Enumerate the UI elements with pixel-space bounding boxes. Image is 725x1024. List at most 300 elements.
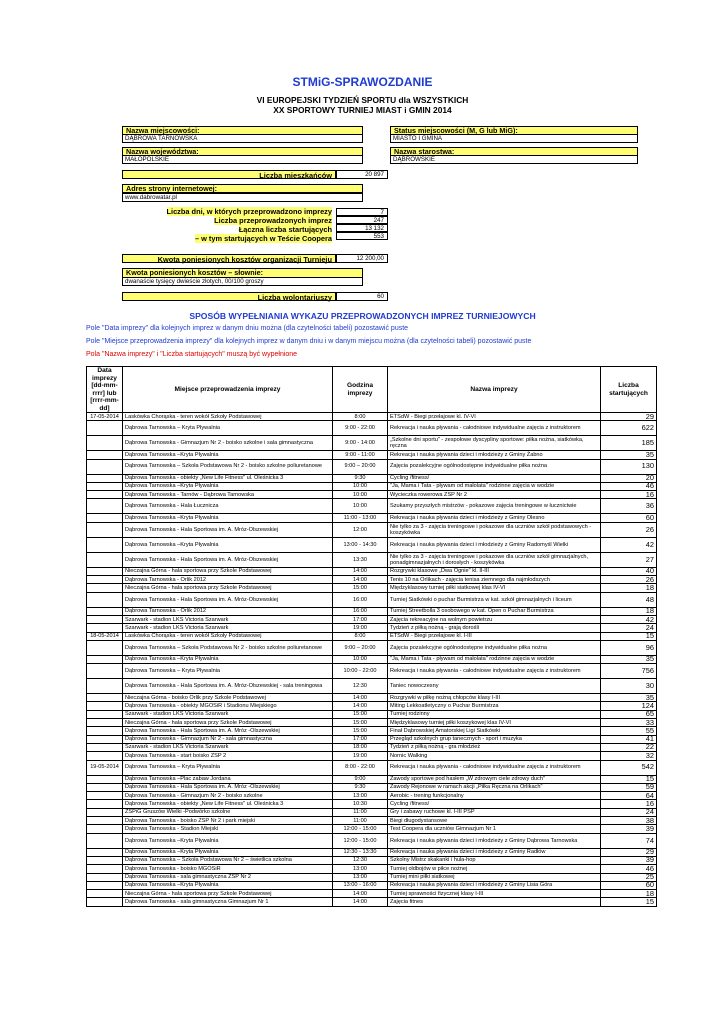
city-label: Nazwa miejscowości:: [122, 126, 363, 135]
cell-participants[interactable]: 15: [601, 775, 657, 783]
days-field[interactable]: 7: [336, 208, 388, 216]
cell-date[interactable]: [87, 552, 123, 567]
cell-date[interactable]: [87, 592, 123, 607]
cell-time[interactable]: 12:00 - 15:00: [333, 825, 388, 833]
participants-label: Łączna liczba startujących: [238, 225, 332, 234]
cell-time[interactable]: 8:00 - 22:00: [333, 760, 388, 775]
cell-event[interactable]: Rekreacja i nauka pływania - całodniowe indywidualne zajęcia z instruktorem: [388, 664, 601, 679]
cell-participants[interactable]: 29: [601, 848, 657, 856]
cell-event[interactable]: Rekreacja i nauka pływania dzieci i młodzieży z Gminy Radłów: [388, 848, 601, 856]
cell-event[interactable]: Międzyklasowy turniej piłki siatkowej klas IV-VI: [388, 584, 601, 592]
column-header-time: Godzina imprezy: [333, 367, 388, 413]
cell-time[interactable]: 14:00: [333, 576, 388, 584]
cell-participants[interactable]: 30: [601, 679, 657, 694]
cell-date[interactable]: [87, 881, 123, 889]
cell-participants[interactable]: 26: [601, 576, 657, 584]
table-row: [87, 482, 657, 490]
report-subtitle-2: XX SPORTOWY TURNIEJ MIAST i GMIN 2014: [273, 105, 452, 115]
cell-time[interactable]: 9:00 – 20:00: [333, 640, 388, 655]
cell-date[interactable]: [87, 459, 123, 474]
cell-participants[interactable]: 15: [601, 632, 657, 640]
cell-participants[interactable]: 48: [601, 592, 657, 607]
population-field[interactable]: 20 897: [336, 170, 388, 179]
cell-participants[interactable]: 74: [601, 833, 657, 848]
cell-time[interactable]: 16:00: [333, 607, 388, 615]
cell-event[interactable]: ETSdW - Biegi przełajowe kl. I-III: [388, 632, 601, 640]
cell-date[interactable]: [87, 817, 123, 825]
cell-place[interactable]: Dąbrowa Tarnowska –Kryta Pływalnia: [123, 451, 333, 459]
status-field[interactable]: MIASTO I GMINA: [390, 134, 638, 143]
cell-participants[interactable]: 35: [601, 451, 657, 459]
cell-time[interactable]: 11:00: [333, 808, 388, 816]
column-header-participants: Liczba startujących: [601, 367, 657, 413]
cell-event[interactable]: Cycling /fitness/: [388, 474, 601, 482]
cell-place[interactable]: Dąbrowa Tarnowska –Kryta Pływalnia: [123, 655, 333, 663]
cell-date[interactable]: [87, 694, 123, 702]
cell-time[interactable]: 11:00: [333, 817, 388, 825]
cell-event[interactable]: Rozgrywki klasowe „Dwa Ognie" kl. II-III: [388, 567, 601, 575]
table-row: [87, 752, 657, 760]
cell-place[interactable]: Dąbrowa Tarnowska - Gimnazjum Nr 2 - sala gimnastyczna: [123, 735, 333, 743]
cell-place[interactable]: Dąbrowa Tarnowska - Hala Sportowa im. A. Mróz-Olszewskiej: [123, 592, 333, 607]
table-row: [87, 808, 657, 816]
cell-time[interactable]: 18:00: [333, 743, 388, 751]
cell-place[interactable]: Laskówka Chorąska - teren wokół Szkoły Podstawowej: [123, 413, 333, 421]
table-row: [87, 833, 657, 848]
cell-participants[interactable]: 27: [601, 552, 657, 567]
cell-date[interactable]: [87, 735, 123, 743]
cell-participants[interactable]: 756: [601, 664, 657, 679]
table-row: [87, 584, 657, 592]
instructions-heading: SPOSÓB WYPEŁNIANIA WYKAZU PRZEPROWADZONYCH IMPREZ TURNIEJOWYCH: [189, 311, 536, 321]
cell-participants[interactable]: 60: [601, 881, 657, 889]
cell-date[interactable]: [87, 537, 123, 552]
cell-date[interactable]: 19-05-2014: [87, 760, 123, 775]
cooper-label: – w tym startujących w Teście Coopera: [194, 234, 332, 243]
cell-event[interactable]: Zajęcia pozalekcyjne ogólnodostępne indywidualne piłka nożna: [388, 459, 601, 474]
cell-participants[interactable]: 36: [601, 499, 657, 514]
cell-date[interactable]: [87, 474, 123, 482]
cell-event[interactable]: Nornic Walking: [388, 752, 601, 760]
table-row: [87, 522, 657, 537]
cell-place[interactable]: Dąbrowa Tarnowska –Kryta Pływalnia: [123, 514, 333, 522]
events-field[interactable]: 247: [336, 216, 388, 224]
cell-place[interactable]: Dąbrowa Tarnowska - Gimnazjum Nr 2 - boisko szkolne: [123, 792, 333, 800]
voivodeship-field[interactable]: MAŁOPOLSKIE: [122, 155, 363, 164]
cell-participants[interactable]: 22: [601, 743, 657, 751]
cell-place[interactable]: ZSPiG Gruszów Wielki -Podwórko szkolne: [123, 808, 333, 816]
cell-place[interactable]: Szarwark - stadion LKS Victoria Szarwark: [123, 743, 333, 751]
table-row: [87, 664, 657, 679]
cell-event[interactable]: Rekreacja i nauka pływania dzieci i młodzieży z Gminy Lisia Góra: [388, 881, 601, 889]
column-header-event: Nazwa imprezy: [388, 367, 601, 413]
cell-time[interactable]: 9:00: [333, 775, 388, 783]
cell-date[interactable]: [87, 607, 123, 615]
cell-date[interactable]: [87, 710, 123, 718]
website-label: Adres strony internetowej:: [122, 184, 363, 193]
cell-place[interactable]: Dąbrowa Tarnowska - Hala Sportowa im. A. Mróz-Olszewskiej: [123, 552, 333, 567]
cell-time[interactable]: 17:00: [333, 615, 388, 623]
cell-date[interactable]: [87, 719, 123, 727]
cell-date[interactable]: [87, 873, 123, 881]
cell-date[interactable]: [87, 848, 123, 856]
cell-place[interactable]: Dąbrowa Tarnowska - Gimnazjum Nr 2 - boisko szkolne i sala gimnastyczna: [123, 436, 333, 451]
cell-participants[interactable]: 38: [601, 817, 657, 825]
cell-participants[interactable]: 622: [601, 421, 657, 436]
cell-place[interactable]: Dąbrowa Tarnowska - Hala Sportowa im. A. Mróz -Olszewskiej: [123, 783, 333, 791]
participants-field[interactable]: 13 132: [336, 224, 388, 232]
cell-event[interactable]: Turniej mini piłki siatkowej: [388, 873, 601, 881]
table-row: [87, 451, 657, 459]
table-row: [87, 817, 657, 825]
cell-event[interactable]: Przegląd szkolnych grup tanecznych - sport i muzyka: [388, 735, 601, 743]
cell-time[interactable]: 15:00: [333, 719, 388, 727]
cell-participants[interactable]: 96: [601, 640, 657, 655]
cell-event[interactable]: Finał Dąbrowskiej Amatorskiej Ligi Siatkówki: [388, 727, 601, 735]
cell-time[interactable]: 13:00: [333, 792, 388, 800]
cell-event[interactable]: Turniej rodzinny: [388, 710, 601, 718]
cell-time[interactable]: 9:00 - 11:00: [333, 451, 388, 459]
cell-date[interactable]: [87, 856, 123, 864]
cell-date[interactable]: [87, 890, 123, 898]
cell-participants[interactable]: 42: [601, 537, 657, 552]
cell-date[interactable]: [87, 615, 123, 623]
table-row: [87, 491, 657, 499]
cell-participants[interactable]: 20: [601, 474, 657, 482]
report-subtitle-1: VI EUROPEJSKI TYDZIEŃ SPORTU dla WSZYSTKICH: [256, 95, 469, 105]
cell-event[interactable]: Aerobic - trening funkcjonalny: [388, 792, 601, 800]
cell-event[interactable]: Szkolny Mistrz skakanki i hula-hop: [388, 856, 601, 864]
cost-field[interactable]: 12 200,00: [336, 254, 388, 263]
cell-date[interactable]: [87, 421, 123, 436]
cell-place[interactable]: Dąbrowa Tarnowska - Hala Łucznicza: [123, 499, 333, 514]
cell-date[interactable]: [87, 808, 123, 816]
table-row: [87, 624, 657, 632]
cell-event[interactable]: ETSdW - Biegi przełajowe kl. IV-VI: [388, 413, 601, 421]
cell-time[interactable]: 16:00: [333, 592, 388, 607]
cell-time[interactable]: 10:00: [333, 655, 388, 663]
table-row: [87, 499, 657, 514]
cell-event[interactable]: Zajęcia pozalekcyjne ogólnodostępne indywidualne piłka nożna: [388, 640, 601, 655]
cell-place[interactable]: Dąbrowa Tarnowska –Plac zabaw Jordana: [123, 775, 333, 783]
cell-time[interactable]: 12:30: [333, 679, 388, 694]
cell-participants[interactable]: 26: [601, 522, 657, 537]
instruction-note-2: Pole "Miejsce przeprowadzenia imprezy" dla kolejnych imprez w danym dniu i w danym miejscu można (dla czytelności tabeli) pozostawić puste: [86, 338, 532, 345]
cell-event[interactable]: Test Coopera dla uczniów Gimnazjum Nr 1: [388, 825, 601, 833]
cell-place[interactable]: Dąbrowa Tarnowska – Kryta Pływalnia: [123, 664, 333, 679]
cell-time[interactable]: 14:00: [333, 890, 388, 898]
cell-time[interactable]: 12:00 - 15:00: [333, 833, 388, 848]
cell-event[interactable]: Zawody sportowe pod hasłem „W zdrowym ciele zdrowy duch": [388, 775, 601, 783]
cell-date[interactable]: [87, 576, 123, 584]
instruction-note-1: Pole "Data imprezy" dla kolejnych imprez w danym dniu można (dla czytelności tabeli) pozostawić puste: [86, 325, 409, 332]
table-row: [87, 898, 657, 906]
cell-date[interactable]: 18-05-2014: [87, 632, 123, 640]
cell-place[interactable]: Dąbrowa Tarnowska - sala gimnastyczna ZSP Nr 2: [123, 873, 333, 881]
cell-participants[interactable]: 18: [601, 890, 657, 898]
cost-words-field[interactable]: dwanaście tysięcy dwieście złotych, 00/100 groszy: [122, 277, 363, 286]
cell-place[interactable]: Nieczajna Górna - boisko Orlik przy Szkole Podstawowej: [123, 694, 333, 702]
cell-participants[interactable]: 18: [601, 607, 657, 615]
cell-place[interactable]: Dąbrowa Tarnowska - Hala Sportowa im. A. Mróz-Olszewskiej - sala treningowa: [123, 679, 333, 694]
cell-date[interactable]: [87, 491, 123, 499]
cell-event[interactable]: Turniej oldbojów w piłce nożnej: [388, 865, 601, 873]
cell-participants[interactable]: 18: [601, 584, 657, 592]
cell-participants[interactable]: 24: [601, 808, 657, 816]
cell-place[interactable]: Nieczajna Górna - hala sportowa przy Szkole Podstawowej: [123, 890, 333, 898]
cell-participants[interactable]: 55: [601, 727, 657, 735]
cell-date[interactable]: [87, 584, 123, 592]
city-field[interactable]: DĄBROWA TARNOWSKA: [122, 134, 363, 143]
cell-time[interactable]: 8:00: [333, 413, 388, 421]
cell-time[interactable]: 9:00 – 20:00: [333, 459, 388, 474]
cell-event[interactable]: Tenis 10 na Orlikach - zajęcia tenisa ziemnego dla najmłodszych: [388, 576, 601, 584]
cell-event[interactable]: Biegi długodystansowe: [388, 817, 601, 825]
cell-event[interactable]: Szukamy przyszłych mistrzów - pokazowe zajęcia treningowe w łucznictwie: [388, 499, 601, 514]
cell-date[interactable]: [87, 640, 123, 655]
cell-time[interactable]: 15:00: [333, 584, 388, 592]
cell-place[interactable]: Dąbrowa Tarnowska - Hala Sportowa im. A. Mróz -Olszewskiej: [123, 727, 333, 735]
cell-time[interactable]: 13:00: [333, 873, 388, 881]
cell-date[interactable]: [87, 514, 123, 522]
cell-place[interactable]: Nieczajna Górna - hala sportowa przy Szkole Podstawowej: [123, 719, 333, 727]
cell-time[interactable]: 13:00 - 16:00: [333, 881, 388, 889]
cell-place[interactable]: Dąbrowa Tarnowska - obiekty „New Life Fitness" ul. Oleśnicka 3: [123, 800, 333, 808]
cell-date[interactable]: [87, 775, 123, 783]
cell-event[interactable]: Zajęcia rekreacyjne na wolnym powietrzu: [388, 615, 601, 623]
cell-date[interactable]: [87, 783, 123, 791]
cell-date[interactable]: [87, 800, 123, 808]
cell-place[interactable]: Dąbrowa Tarnowska - obiekty „New Life Fitness" ul. Oleśnicka 3: [123, 474, 333, 482]
cell-participants[interactable]: 16: [601, 491, 657, 499]
events-label: Liczba przeprowadzonych imprez: [214, 216, 332, 225]
cell-date[interactable]: [87, 727, 123, 735]
cell-event[interactable]: Rekreacja i nauka pływania dzieci i młodzieży z Gminy Dąbrowa Tarnowska: [388, 833, 601, 848]
cell-date[interactable]: [87, 655, 123, 663]
cell-place[interactable]: Dąbrowa Tarnowska - Stadion Miejski: [123, 825, 333, 833]
cell-participants[interactable]: 60: [601, 514, 657, 522]
cell-time[interactable]: 14:00: [333, 898, 388, 906]
cell-place[interactable]: Dąbrowa Tarnowska - start boisko ZSP 2: [123, 752, 333, 760]
cell-event[interactable]: Gry i zabawy ruchowe kl. I-III PSP: [388, 808, 601, 816]
cell-participants[interactable]: 130: [601, 459, 657, 474]
cell-date[interactable]: [87, 898, 123, 906]
cell-date[interactable]: [87, 702, 123, 710]
cell-participants[interactable]: 29: [601, 413, 657, 421]
cell-date[interactable]: [87, 499, 123, 514]
table-row: [87, 848, 657, 856]
cell-place[interactable]: Dąbrowa Tarnowska - sala gimnastyczna Gimnazjum Nr 1: [123, 898, 333, 906]
cell-date[interactable]: [87, 567, 123, 575]
cell-time[interactable]: 15:00: [333, 710, 388, 718]
website-field[interactable]: www.dabrowatar.pl: [122, 193, 363, 202]
cell-date[interactable]: [87, 825, 123, 833]
table-row: [87, 873, 657, 881]
cell-event[interactable]: Rekreacja i nauka pływania - całodniowe indywidualne zajęcia z instruktorem: [388, 421, 601, 436]
cooper-field[interactable]: 553: [336, 232, 388, 240]
cell-time[interactable]: 9:00 - 22:00: [333, 421, 388, 436]
cell-time[interactable]: 9:00 - 14:00: [333, 436, 388, 451]
cell-participants[interactable]: 46: [601, 865, 657, 873]
cell-date[interactable]: [87, 664, 123, 679]
cell-participants[interactable]: 59: [601, 783, 657, 791]
cell-place[interactable]: Szarwark - stadion LKS Victoria Szarwark: [123, 624, 333, 632]
cell-date[interactable]: [87, 482, 123, 490]
cell-time[interactable]: 11:00 - 13:00: [333, 514, 388, 522]
cell-event[interactable]: Międzyklasowy turniej piłki koszykowej klas IV-VI: [388, 719, 601, 727]
cell-participants[interactable]: 64: [601, 792, 657, 800]
cell-participants[interactable]: 35: [601, 655, 657, 663]
table-row: [87, 702, 657, 710]
cell-participants[interactable]: 185: [601, 436, 657, 451]
cell-participants[interactable]: 42: [601, 615, 657, 623]
cell-participants[interactable]: 39: [601, 856, 657, 864]
cell-date[interactable]: 17-05-2014: [87, 413, 123, 421]
cell-time[interactable]: 8:00: [333, 632, 388, 640]
cell-time[interactable]: 13:30: [333, 552, 388, 567]
cell-participants[interactable]: 24: [601, 624, 657, 632]
cost-words-label: Kwota poniesionych kosztów – słownie:: [122, 268, 363, 278]
cell-event[interactable]: Rekreacja i nauka pływania dzieci i młodzieży z Gminy Radomyśl Wielki: [388, 537, 601, 552]
cell-time[interactable]: 19:00: [333, 752, 388, 760]
cell-date[interactable]: [87, 865, 123, 873]
cell-place[interactable]: Dąbrowa Tarnowska – Szkoła Podstawowa Nr 2 - boisko szkolne poliuretanowe: [123, 459, 333, 474]
cell-place[interactable]: Dąbrowa Tarnowska – Szkoła Podstawowa Nr 2 - boisko szkolne poliuretanowe: [123, 640, 333, 655]
cell-participants[interactable]: 46: [601, 482, 657, 490]
cell-date[interactable]: [87, 522, 123, 537]
cell-event[interactable]: Zawody Rejonowe w ramach akcji „Piłka Ręczna na Orlikach": [388, 783, 601, 791]
cell-time[interactable]: 9:30: [333, 783, 388, 791]
cell-time[interactable]: 10:00 - 22:00: [333, 664, 388, 679]
cell-place[interactable]: Dąbrowa Tarnowska - boisko MGOSiR: [123, 865, 333, 873]
cell-place[interactable]: Laskówka Chorąska - teren wokół Szkoły Podstawowej: [123, 632, 333, 640]
cell-event[interactable]: Rekreacja i nauka pływania dzieci i młodzieży z Gminy Olesno: [388, 514, 601, 522]
cell-time[interactable]: 10:30: [333, 800, 388, 808]
cell-time[interactable]: 13:00 - 14:30: [333, 537, 388, 552]
cell-event[interactable]: „Szkolne dni sportu" - zespołowe dyscypliny sportowe: piłka nożna, siatkówka, ręczna: [388, 436, 601, 451]
cell-event[interactable]: Turniej Streetbolla 3 osobowego w kat. Open o Puchar Burmistrza: [388, 607, 601, 615]
cell-event[interactable]: Wycieczka rowerowa ZSP Nr 2: [388, 491, 601, 499]
cell-place[interactable]: Dąbrowa Tarnowska –Kryta Pływalnia: [123, 848, 333, 856]
cell-place[interactable]: Dąbrowa Tarnowska –Kryta Pływalnia: [123, 881, 333, 889]
cell-place[interactable]: Dąbrowa Tarnowska - Orlik 2012: [123, 607, 333, 615]
cell-time[interactable]: 17:00: [333, 735, 388, 743]
cell-time[interactable]: 12:00: [333, 522, 388, 537]
volunteers-field[interactable]: 60: [336, 292, 388, 301]
cell-event[interactable]: Nie tylko za 3 - zajęcia treningowe i pokazowe dla uczniów szkół gimnazjalnych, ponadgimnazjalnych i dorosłych - koszykówka: [388, 552, 601, 567]
cell-time[interactable]: 14:00: [333, 567, 388, 575]
cell-event[interactable]: Rozgrywki w piłkę nożną chłopców klasy I-III: [388, 694, 601, 702]
table-row: [87, 592, 657, 607]
cell-date[interactable]: [87, 436, 123, 451]
cell-place[interactable]: Nieczajna Górna - hala sportowa przy Szkole Podstawowej: [123, 567, 333, 575]
cell-event[interactable]: Tydzień z piłką nożną - grają dorośli: [388, 624, 601, 632]
cell-place[interactable]: Dąbrowa Tarnowska - boisko ZSP Nr 2 i park miejski: [123, 817, 333, 825]
cell-participants[interactable]: 39: [601, 825, 657, 833]
cell-place[interactable]: Dąbrowa Tarnowska - Tarnów - Dąbrowa Tarnowska: [123, 491, 333, 499]
cell-participants[interactable]: 124: [601, 702, 657, 710]
starosty-field[interactable]: DĄBROWSKIE: [390, 155, 638, 164]
cell-date[interactable]: [87, 833, 123, 848]
cell-time[interactable]: 12:30: [333, 856, 388, 864]
cell-event[interactable]: Taniec nowoczesny: [388, 679, 601, 694]
cell-participants[interactable]: 32: [601, 752, 657, 760]
cell-place[interactable]: Dąbrowa Tarnowska - Hala Sportowa im. A. Mróz-Olszewskiej: [123, 522, 333, 537]
cell-participants[interactable]: 16: [601, 800, 657, 808]
cell-place[interactable]: Dąbrowa Tarnowska - Orlik 2012: [123, 576, 333, 584]
cell-participants[interactable]: 65: [601, 710, 657, 718]
cell-event[interactable]: Turniej sprawności fizycznej klasy I-III: [388, 890, 601, 898]
cell-participants[interactable]: 542: [601, 760, 657, 775]
cell-time[interactable]: 14:00: [333, 694, 388, 702]
cell-time[interactable]: 13:00: [333, 865, 388, 873]
table-row: [87, 825, 657, 833]
cell-place[interactable]: Dąbrowa Tarnowska –Kryta Pływalnia: [123, 537, 333, 552]
table-row: [87, 436, 657, 451]
cell-event[interactable]: Zajęcia fitnes: [388, 898, 601, 906]
cell-date[interactable]: [87, 451, 123, 459]
cell-time[interactable]: 19:00: [333, 624, 388, 632]
cell-event[interactable]: Rekreacja i nauka pływania dzieci i młodzieży z Gminy Żabno: [388, 451, 601, 459]
cell-date[interactable]: [87, 624, 123, 632]
report-title: STMiG-SPRAWOZDANIE: [292, 75, 433, 89]
cell-place[interactable]: Dąbrowa Tarnowska –Kryta Pływalnia: [123, 482, 333, 490]
table-row: [87, 792, 657, 800]
cell-participants[interactable]: 35: [601, 694, 657, 702]
table-row: [87, 775, 657, 783]
cell-date[interactable]: [87, 679, 123, 694]
cell-time[interactable]: 12:30 - 13:30: [333, 848, 388, 856]
cell-place[interactable]: Dąbrowa Tarnowska –Kryta Pływalnia: [123, 833, 333, 848]
cell-event[interactable]: Nie tylko za 3 - zajęcia treningowe i pokazowe dla uczniów szkół podstawowych - koszykówka: [388, 522, 601, 537]
cell-event[interactable]: Rekreacja i nauka pływania - całodniowe indywidualne zajęcia z instruktorem: [388, 760, 601, 775]
events-table: [86, 366, 657, 907]
voivodeship-label: Nazwa województwa:: [122, 147, 363, 156]
cell-event[interactable]: Miting Lekkoatletyczny o Puchar Burmistrza: [388, 702, 601, 710]
cell-participants[interactable]: 40: [601, 567, 657, 575]
cell-time[interactable]: 9:30: [333, 474, 388, 482]
cell-event[interactable]: Turniej Siatkówki o puchar Burmistrza w kat. szkół gimnazjalnych i liceum: [388, 592, 601, 607]
cell-event[interactable]: "Ja, Mama i Tata - pływam od małolata" rodzinne zajęcia w wodzie: [388, 482, 601, 490]
cell-event[interactable]: "Ja, Mama i Tata - pływam od małolata" rodzinne zajęcia w wodzie: [388, 655, 601, 663]
cell-event[interactable]: Cycling /fitness/: [388, 800, 601, 808]
cell-participants[interactable]: 41: [601, 735, 657, 743]
cell-participants[interactable]: 25: [601, 873, 657, 881]
cell-place[interactable]: Nieczajna Górna - hala sportowa przy Szkole Podstawowej: [123, 584, 333, 592]
cell-participants[interactable]: 33: [601, 719, 657, 727]
cell-time[interactable]: 15:00: [333, 727, 388, 735]
cell-date[interactable]: [87, 743, 123, 751]
cell-time[interactable]: 10:00: [333, 499, 388, 514]
cell-place[interactable]: Dąbrowa Tarnowska – Szkoła Podstawowa Nr 2 – świetlica szkolna: [123, 856, 333, 864]
cell-date[interactable]: [87, 752, 123, 760]
days-label: Liczba dni, w których przeprowadzono imprezy: [166, 207, 332, 216]
cell-event[interactable]: Tydzień z piłką nożną - gra młodzież: [388, 743, 601, 751]
cell-place[interactable]: Dąbrowa Tarnowska – Kryta Pływalnia: [123, 421, 333, 436]
cell-time[interactable]: 14:00: [333, 702, 388, 710]
cell-participants[interactable]: 15: [601, 898, 657, 906]
table-row: [87, 537, 657, 552]
cell-place[interactable]: Szarwark - stadion LKS Victoria Szarwark: [123, 710, 333, 718]
cell-place[interactable]: Dąbrowa Tarnowska - obiekty MGOSiR i Stadionu Miejskiego: [123, 702, 333, 710]
table-row: [87, 421, 657, 436]
cell-place[interactable]: Szarwark - stadion LKS Victoria Szarwark: [123, 615, 333, 623]
cell-time[interactable]: 10:00: [333, 491, 388, 499]
cell-date[interactable]: [87, 792, 123, 800]
table-row: [87, 514, 657, 522]
cell-place[interactable]: Dąbrowa Tarnowska – Kryta Pływalnia: [123, 760, 333, 775]
cell-time[interactable]: 10:00: [333, 482, 388, 490]
